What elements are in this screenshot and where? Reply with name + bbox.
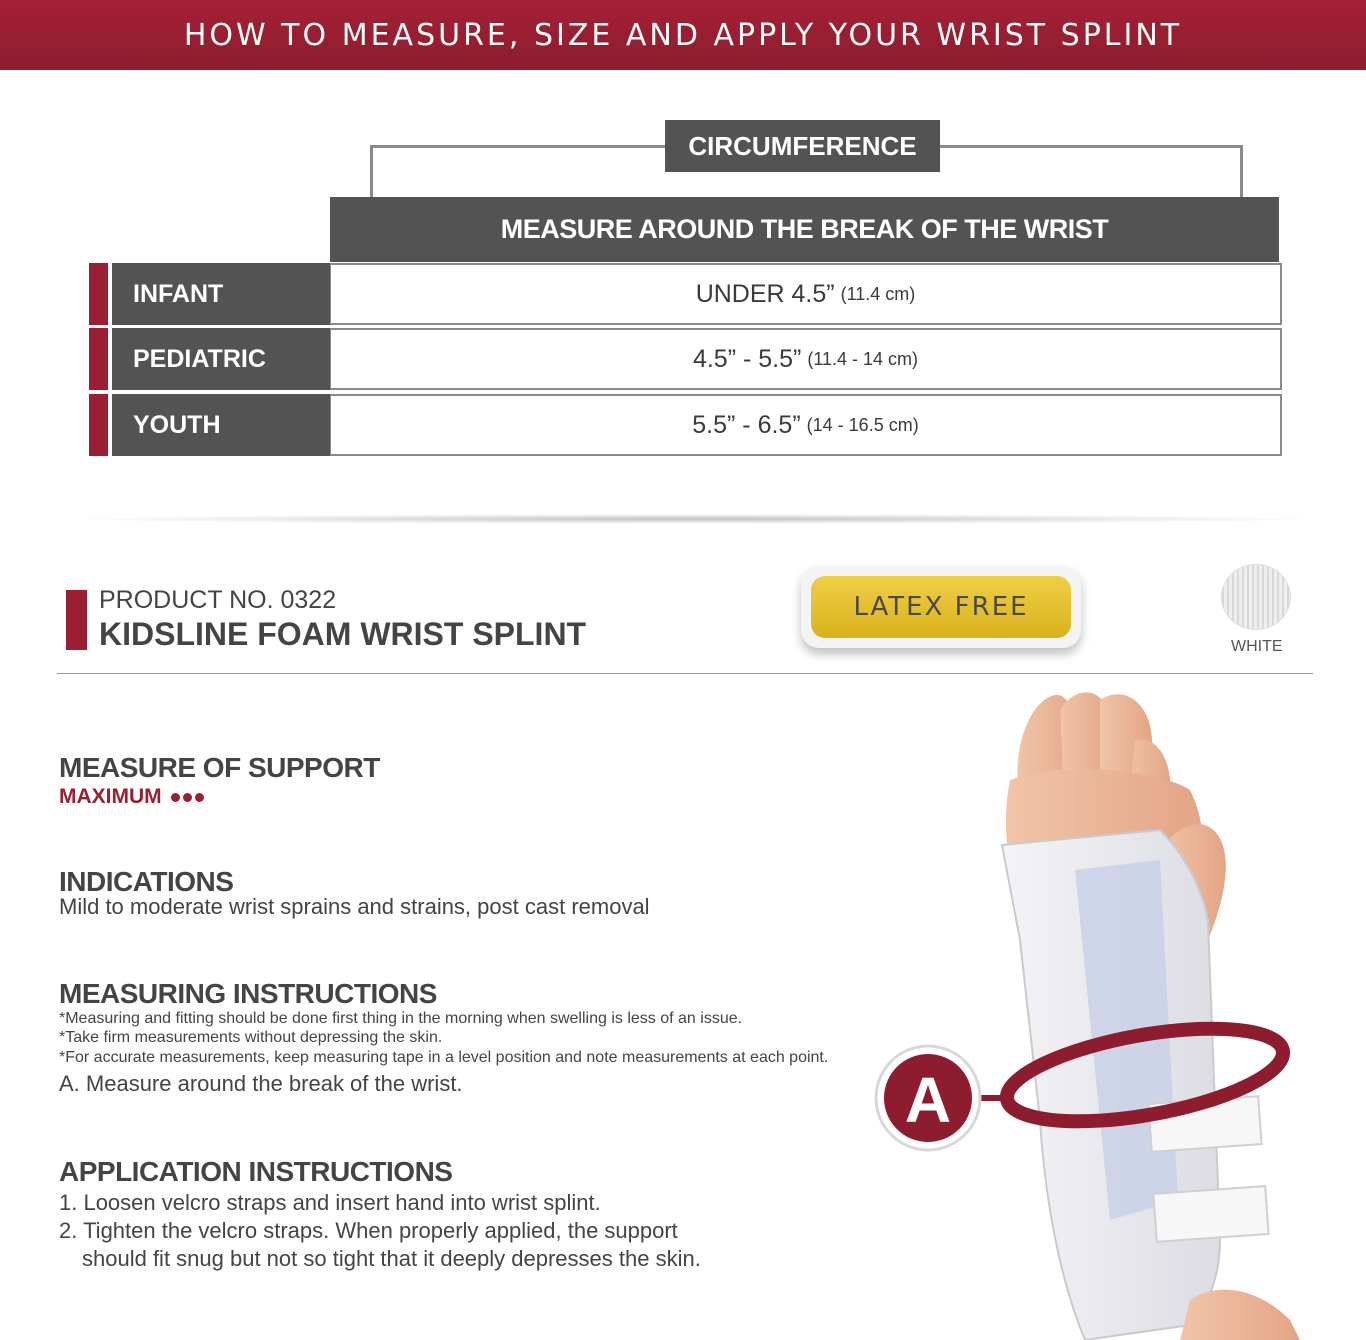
wrist-splint-illustration (860, 680, 1360, 1340)
color-swatch-white (1221, 564, 1291, 630)
size-value: 5.5” - 6.5” (692, 410, 801, 439)
measuring-note: *For accurate measurements, keep measuring tape in a level position and note measurements at each point. (59, 1049, 829, 1066)
support-level (59, 785, 204, 809)
latex-free-badge (801, 566, 1081, 648)
product-name: KIDSLINE FOAM WRIST SPLINT (99, 616, 587, 652)
application-step-1: 1. Loosen velcro straps and insert hand into wrist splint. (59, 1190, 601, 1215)
size-value: UNDER 4.5” (695, 279, 835, 308)
support-dot (171, 793, 180, 802)
measuring-step: A. Measure around the break of the wrist. (59, 1071, 463, 1096)
indications-text: Mild to moderate wrist sprains and strains, post cast removal (59, 894, 650, 919)
size-row-infant (89, 263, 1282, 325)
size-metric: (11.4 - 14 cm) (807, 348, 919, 369)
measuring-note: *Take firm measurements without depressing the skin. (59, 1029, 443, 1046)
application-heading: APPLICATION INSTRUCTIONS (59, 1156, 453, 1187)
product-number: PRODUCT NO. 0322 (99, 586, 337, 614)
support-dot (183, 793, 192, 802)
size-row-youth (89, 394, 1282, 456)
size-value-cell (330, 328, 1282, 390)
measuring-note: *Measuring and fitting should be done first thing in the morning when swelling is less of an issue. (59, 1010, 743, 1027)
size-label: PEDIATRIC (112, 328, 418, 390)
size-value-cell (330, 394, 1282, 456)
measuring-heading: MEASURING INSTRUCTIONS (59, 978, 437, 1009)
product-divider (57, 673, 1313, 674)
size-row-pediatric (89, 328, 1282, 390)
size-label: INFANT (112, 263, 418, 325)
size-value: 4.5” - 5.5” (692, 344, 802, 373)
application-step-2-continued: should fit snug but not so tight that it deeply depresses the skin. (82, 1246, 701, 1271)
size-value-cell (330, 263, 1282, 325)
size-metric: (14 - 16.5 cm) (806, 414, 919, 435)
section-divider (60, 514, 1330, 524)
chart-header: MEASURE AROUND THE BREAK OF THE WRIST (330, 197, 1279, 262)
product-accent-bar (66, 590, 87, 650)
row-accent-bar (89, 263, 108, 325)
hand-splint-drawing (860, 680, 1360, 1340)
row-accent-bar (89, 394, 108, 456)
support-dot (195, 793, 204, 802)
marker-a-label: A (904, 1064, 952, 1136)
color-swatch-label: WHITE (1231, 638, 1283, 655)
application-step-2: 2. Tighten the velcro straps. When properly applied, the support (59, 1218, 678, 1243)
indications-heading: INDICATIONS (59, 866, 234, 897)
row-accent-bar (89, 328, 108, 390)
header-banner (0, 0, 1366, 70)
support-heading: MEASURE OF SUPPORT (59, 752, 380, 783)
size-metric: (11.4 cm) (840, 283, 916, 304)
support-level-label: MAXIMUM (59, 785, 162, 808)
page-title: HOW TO MEASURE, SIZE AND APPLY YOUR WRIST SPLINT (183, 17, 1183, 53)
latex-free-label: LATEX FREE (811, 576, 1071, 638)
size-label: YOUTH (112, 394, 418, 456)
circumference-label: CIRCUMFERENCE (665, 120, 940, 172)
